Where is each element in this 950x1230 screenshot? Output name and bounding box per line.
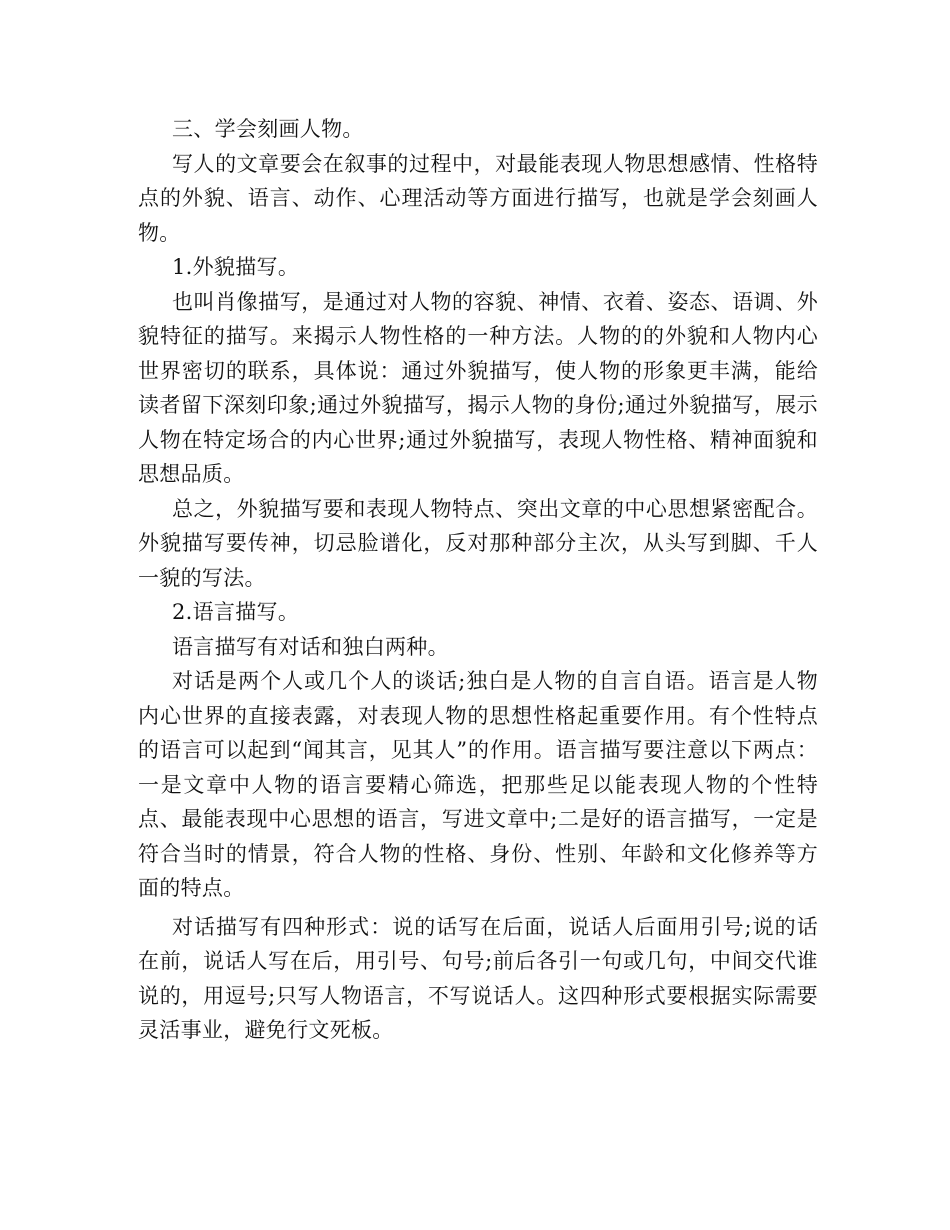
intro-paragraph: 写人的文章要会在叙事的过程中，对最能表现人物思想感情、性格特点的外貌、语言、动作、心理活动等方面进行描写，也就是学会刻画人物。	[138, 151, 818, 245]
subheading-appearance: 1.外貌描写。	[172, 255, 300, 279]
subheading-language: 2.语言描写。	[172, 600, 300, 624]
document-page	[138, 112, 818, 1048]
appearance-summary-paragraph: 总之，外貌描写要和表现人物特点、突出文章的中心思想紧密配合。外貌描写要传神，切忌脸谱化，反对那种部分主次，从头写到脚、千人一貌的写法。	[138, 496, 818, 590]
dialogue-paragraph: 对话是两个人或几个人的谈话;独白是人物的自言自语。语言是人物内心世界的直接表露，对表现人物的思想性格起重要作用。有个性特点的语言可以起到“闻其言，见其人”的作用。语言描写要注意以下两点：一是文章中人物的语言要精心筛选，把那些足以能表现人物的个性特点、最能表现中心思想的语言，写进文章中;二是好的语言描写，一定是符合当时的情景，符合人物的性格、身份、性别、年龄和文化修养等方面的特点。	[138, 669, 818, 900]
dialogue-forms-paragraph: 对话描写有四种形式：说的话写在后面，说话人后面用引号;说的话在前，说话人写在后，用引号、句号;前后各引一句或几句，中间交代谁说的，用逗号;只写人物语言，不写说话人。这四种形式要根据实际需要灵活事业，避免行文死板。	[138, 914, 818, 1042]
language-types-paragraph: 语言描写有对话和独白两种。	[172, 634, 449, 659]
appearance-paragraph: 也叫肖像描写，是通过对人物的容貌、神情、衣着、姿态、语调、外貌特征的描写。来揭示人物性格的一种方法。人物的的外貌和人物内心世界密切的联系，具体说：通过外貌描写，使人物的形象更丰满，能给读者留下深刻印象;通过外貌描写，揭示人物的身份;通过外貌描写，展示人物在特定场合的内心世界;通过外貌描写，表现人物性格、精神面貌和思想品质。	[138, 289, 818, 486]
section-heading: 三、学会刻画人物。	[172, 117, 364, 141]
